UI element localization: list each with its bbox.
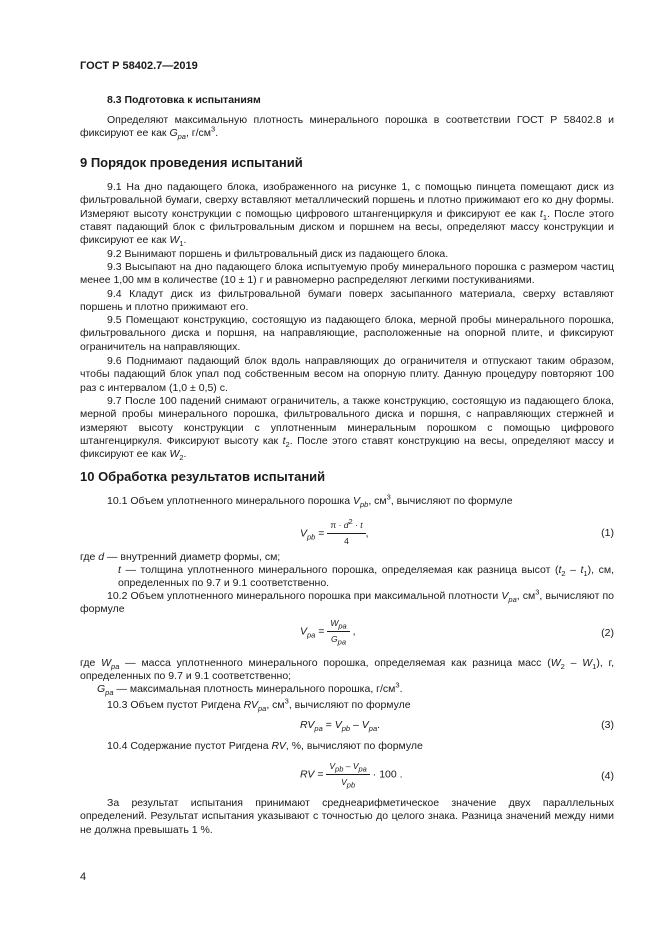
document-header: ГОСТ Р 58402.7—2019 bbox=[80, 60, 198, 72]
formula-4-number: (4) bbox=[601, 770, 614, 782]
where-d: где d — внутренний диаметр формы, см; bbox=[80, 551, 281, 563]
where-gpa: $G_{ра}$ — максимальная плотность минерального порошка, $г/см^3$. bbox=[97, 680, 403, 698]
para-9-2: 9.2 Вынимают поршень и фильтровальный диск из падающего блока. bbox=[107, 248, 449, 260]
where-wpa: где $W_{ра}$ — масса уплотненного минерального порошка, определяемая как разница масс $(W_2 - W_1)$, г, определенных по 9.7 и 9.1 соответственно; bbox=[80, 657, 614, 683]
para-10-1: 10.1 Объем уплотненного минерального порошка $V_{pb}$, $см^3$, вычисляют по формуле bbox=[107, 492, 513, 510]
para-9-4: 9.4 Кладут диск из фильтровальной бумаги поверх засыпанного материала, сверху вставляют поршень и плотно прижимают его. bbox=[80, 288, 614, 314]
formula-2-number: (2) bbox=[601, 627, 614, 639]
page-number: 4 bbox=[80, 871, 87, 883]
where-t: t — толщина уплотненного минерального порошка, определяемая как разница высот $(t_2 - t_1)$, см, определенных по 9.7 и 9.1 соответственно. bbox=[118, 564, 614, 590]
para-9-3: 9.3 Высыпают на дно падающего блока испытуемую пробу минерального порошка с размером частиц менее 1,00 мм в количестве (10 ± 1) г и равномерно распределяют легкими постукиваниями. bbox=[80, 261, 614, 287]
formula-1: $V_{pb}$ = $\frac{\pi \cdot d^2 \cdot t}{4}$ , bbox=[300, 519, 369, 549]
formula-3-number: (3) bbox=[601, 719, 614, 731]
para-10-2: 10.2 Объем уплотненного минерального порошка при максимальной плотности $V_{ра}$, $см^3$, вычисляют по формуле bbox=[80, 587, 614, 616]
para-9-5: 9.5 Помещают конструкцию, состоящую из падающего блока, мерной пробы минерального порошка, фильтровального диска и поршня, на направляющие, расположенные на опорной плите, и фиксируют ограничитель на направляющих. bbox=[80, 314, 614, 353]
para-9-1: 9.1 На дно падающего блока, изображенного на рисунке 1, с помощью пинцета помещают диск из фильтровальной бумаги, сверху вставляют металлический поршень и плотно прижимают его ко дну формы. Измеряют высоту конструкции с помощью цифрового штангенциркуля и фиксируют ее как $t_1$. После этого ставят падающий блок с фильтровальным диском и поршнем на весы, определяют массу конструкции и фиксируют ее как $W_1$. bbox=[80, 181, 615, 249]
formula-3: $RV_{pa} = V_{pb} - V_{pa}$. bbox=[300, 719, 381, 734]
formula-1-number: (1) bbox=[601, 527, 614, 539]
formula-2: $V_{ра}$ = $W_{ра}$ $G_{ра}$ , bbox=[300, 618, 356, 647]
section-10-title: 10 Обработка результатов испытаний bbox=[80, 469, 326, 484]
para-10-3: 10.3 Объем пустот Ригдена $RV_{ра}$, $см^3$, вычисляют по формуле bbox=[107, 696, 411, 714]
formula-2-fraction: $W_{ра}$ $G_{ра}$ bbox=[327, 617, 349, 647]
section-8-3-text: Определяют максимальную плотность минерального порошка в соответствии ГОСТ Р 58402.8 и фиксируют ее как $G_{ра}$, $г/см^3$. bbox=[80, 114, 614, 142]
final-paragraph: За результат испытания принимают среднеарифметическое значение двух параллельных определений. Результат испытания указывают с точностью до целого знака. Разница значений между ними не должна превышать 1 %. bbox=[80, 797, 614, 836]
formula-4-fraction: $V_{pb} - V_{pa}$ $V_{pb}$ bbox=[326, 760, 369, 790]
formula-1-fraction: $\frac{\pi \cdot d^2 \cdot t}{4}$ bbox=[327, 519, 365, 549]
para-10-4: 10.4 Содержание пустот Ригдена RV, %, вычисляют по формуле bbox=[107, 740, 423, 752]
section-8-3-title: 8.3 Подготовка к испытаниям bbox=[107, 94, 261, 106]
para-9-7: 9.7 После 100 падений снимают ограничитель, а также конструкцию, состоящую из падающего блока, мерной пробы минерального порошка, фильтровального диска и поршня, с направляющих стержней и измеряют высоту конструкции с уплотненным минеральным порошком с помощью цифрового штангенциркуля. Фиксируют высоту как $t_2$. После этого ставят конструкцию на весы, определяют массу и фиксируют ее как $W_2$. bbox=[80, 395, 614, 463]
section-9-title: 9 Порядок проведения испытаний bbox=[80, 155, 303, 170]
para-9-6: 9.6 Поднимают падающий блок вдоль направляющих до ограничителя и отпускают таким образом, чтобы падающий блок упал под собственным весом на опорную плиту. Данную процедуру повторяют 100 раз с интервалом (1,0 ± 0,5) с. bbox=[80, 355, 614, 394]
formula-4: RV = $V_{pb} - V_{pa}$ $V_{pb}$ · 100 . bbox=[300, 761, 403, 790]
